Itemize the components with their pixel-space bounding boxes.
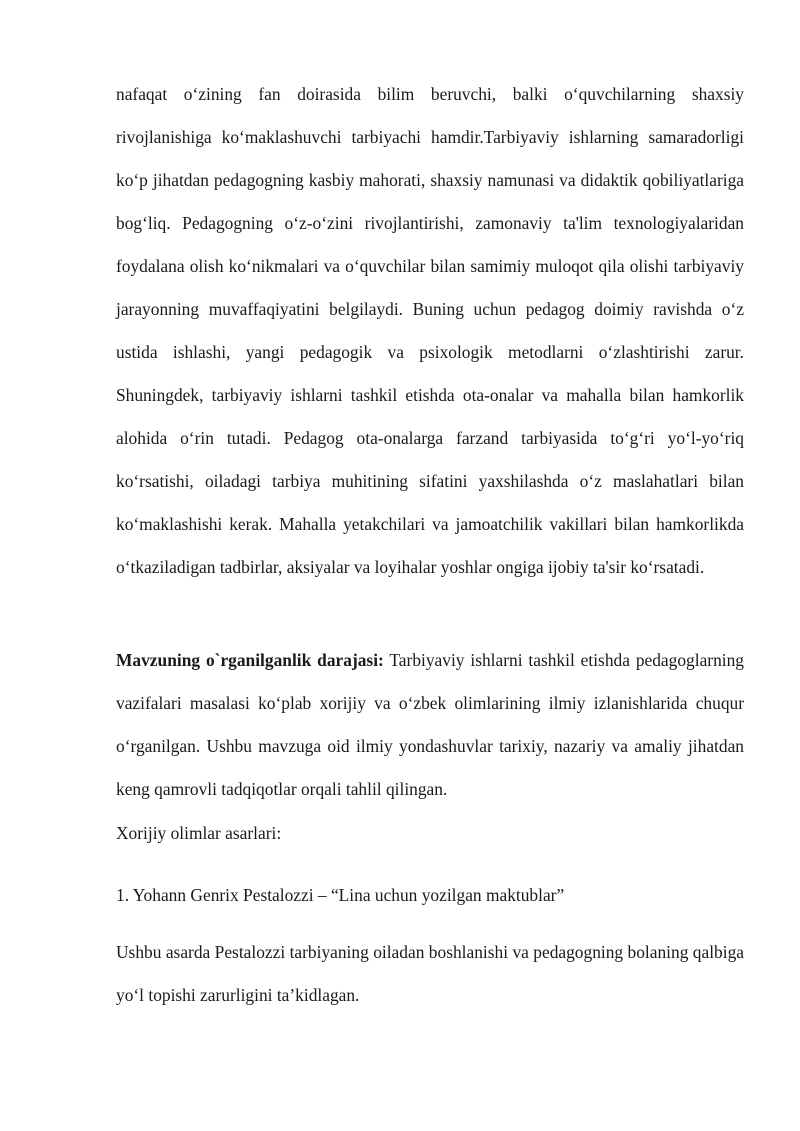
body-paragraph-2 [116,639,744,811]
body-paragraph-3: Ushbu asarda Pestalozzi tarbiyaning oiladan boshlanishi va pedagogning bolaning qalbiga yo‘l topishi zarurligini ta’kidlagan. [116,942,744,1005]
foreign-scholars-label: Xorijiy olimlar asarlari: [116,823,282,843]
body-paragraph-1: nafaqat o‘zining fan doirasida bilim beruvchi, balki o‘quvchilarning shaxsiy rivojlanishiga ko‘maklashuvchi tarbiyachi hamdir.Tarbiyaviy ishlarning samaradorligi ko‘p jihatdan pedagogning kasbiy mahorati, shaxsiy namunasi va didaktik qobiliyatlariga bog‘liq. Pedagogning o‘z-o‘zini rivojlantirishi, zamonaviy ta'lim texnologiyalaridan foydalana olish ko‘nikmalari va o‘quvchilar bilan samimiy muloqot qila olishi tarbiyaviy jarayonning muvaffaqiyatini belgilaydi. Buning uchun pedagog doimiy ravishda o‘z ustida ishlashi, yangi pedagogik va psixologik metodlarni o‘zlashtirishi zarur. Shuningdek, tarbiyaviy ishlarni tashkil etishda ota-onalar va mahalla bilan hamkorlik alohida o‘rin tutadi. Pedagog ota-onalarga farzand tarbiyasida to‘g‘ri yo‘l-yo‘riq ko‘rsatishi, oiladagi tarbiya muhitining sifatini yaxshilashda o‘z maslahatlari bilan ko‘maklashishi kerak. Mahalla yetakchilari va jamoatchilik vakillari bilan hamkorlikda o‘tkaziladigan tadbirlar, aksiyalar va loyihalar yoshlar ongiga ijobiy ta'sir ko‘rsatadi. [116,84,744,577]
list-item-1: 1. Yohann Genrix Pestalozzi – “Lina uchun yozilgan maktublar” [116,885,565,905]
section-heading: Mavzuning o`rganilganlik darajasi: [116,650,384,670]
section-heading-body: Tarbiyaviy ishlarni tashkil etishda pedagoglarning vazifalari masalasi ko‘plab xorijiy va o‘zbek olimlarining ilmiy izlanishlarida chuqur o‘rganilgan. Ushbu mavzuga oid ilmiy yondashuvlar tarixiy, nazariy va amaliy jihatdan keng qamrovli tadqiqotlar orqali tahlil qilingan. [116,650,744,799]
